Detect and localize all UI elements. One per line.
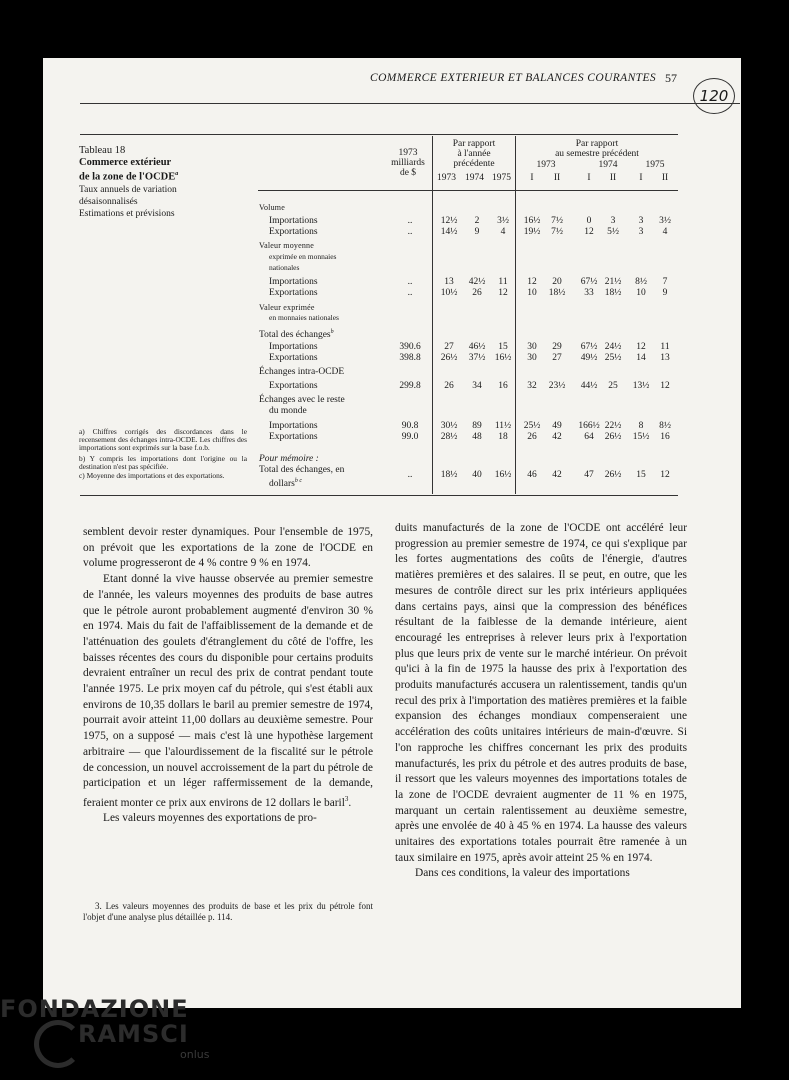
column-header-rule: [258, 190, 678, 191]
half-label: II: [609, 173, 617, 183]
group2-header-2: au semestre précédent: [555, 149, 639, 159]
row-label: Importations: [269, 421, 318, 431]
table-cell: 15: [636, 470, 646, 480]
table-cell: 28½: [440, 432, 458, 442]
section-reste-monde-1: Échanges avec le reste: [259, 395, 345, 405]
table-note-c: c) Moyenne des importations et des exportations.: [79, 471, 225, 480]
table-cell: 18½: [604, 288, 622, 298]
table-cell: 44½: [580, 381, 598, 391]
table-cell: 67½: [580, 277, 598, 287]
table-cell: 26½: [440, 353, 458, 363]
sem-year-1973: 1973: [536, 160, 556, 170]
page-number: 57: [665, 71, 677, 85]
table-cell: 42½: [468, 277, 486, 287]
section-valeur-moyenne-2: exprimée en monnaies: [269, 252, 337, 261]
table-note-b: b) Y compris les importations dont l'origine ou la destination n'est pas spécifiée.: [79, 454, 247, 472]
table-cell: 14½: [440, 227, 458, 237]
table-cell: 7½: [551, 216, 563, 226]
table-cell: 18: [498, 432, 508, 442]
table-cell: 49½: [580, 353, 598, 363]
col-header-dollars: de $: [399, 168, 417, 178]
row-label: Importations: [269, 277, 318, 287]
table-cell: 20: [552, 277, 562, 287]
table-cell: 13½: [632, 381, 650, 391]
table-cell: 30: [527, 353, 537, 363]
table-cell: 18½: [440, 470, 458, 480]
watermark-line2: RAMSCI: [78, 1020, 189, 1048]
table-cell: 19½: [523, 227, 541, 237]
table-cell: 3: [638, 227, 644, 237]
table-cell: 26: [444, 381, 454, 391]
table-cell: 29: [552, 342, 562, 352]
paragraph: Etant donné la vive hausse observée au premier semestre de l'année, les valeurs moyennes des produits de base autres que le pétrole auront probablement augmenté d'environ 30 % en 1974. Mais du fait de l'affaiblissement de la demande et de l'atténuation des goulets d'étranglement du côté de l'offre, les baisses récentes des cours du disponible pour certains produits devraient entraîner un recul des prix de contrat pendant toute l'année 1975. Le prix moyen caf du pétrole, qui s'est établi aux environs de 10,35 dollars le baril au premier semestre de 1974, pourrait avoir atteint 11,00 dollars au deuxième semestre. Pour 1975, on a supposé — mais c'est là une hypothèse largement arbitraire — que l'alourdissement de la fiscalité sur le pétrole de concession, un nouvel accroissement de la part du pétrole de participation et un léger raffermissement de la demande, feraient monter ce prix aux environs de 12 dollars le baril$^3$.: [83, 573, 373, 809]
watermark-line3: onlus: [180, 1048, 210, 1061]
table-cell: 390.6: [399, 342, 421, 352]
table-cell: 0: [586, 216, 592, 226]
table-cell: 40: [472, 470, 482, 480]
table-cell: 26½: [604, 432, 622, 442]
total-dollars-label-1: Total des échanges, en: [259, 465, 345, 475]
group1-header-3: précédente: [453, 159, 495, 169]
table-cell: 12: [660, 381, 670, 391]
watermark-g-logo: [34, 1020, 82, 1068]
row-label: Exportations: [269, 288, 318, 298]
section-pour-memoire: Pour mémoire :: [259, 454, 319, 464]
sem-year-1975: 1975: [645, 160, 665, 170]
table-cell: 299.8: [399, 381, 421, 391]
half-label: II: [661, 173, 669, 183]
table-cell: 15: [498, 342, 508, 352]
year-1975: 1975: [492, 173, 511, 183]
table-cell: 25: [608, 381, 618, 391]
half-label: II: [553, 173, 561, 183]
table-subtitle-1: Taux annuels de variation: [79, 185, 177, 195]
table-cell: 26: [472, 288, 482, 298]
table-cell: 7½: [551, 227, 563, 237]
table-cell: 18½: [548, 288, 566, 298]
half-label: I: [530, 173, 534, 183]
table-subtitle-2: désaisonnalisés: [79, 197, 138, 207]
table-cell: 4: [662, 227, 668, 237]
section-valeur-moyenne-1: Valeur moyenne: [259, 241, 315, 250]
table-cell: 49: [552, 421, 562, 431]
table-cell: 14: [636, 353, 646, 363]
col-header-milliards: milliards: [391, 158, 425, 168]
running-header-title: COMMERCE EXTERIEUR ET BALANCES COURANTES: [370, 72, 657, 84]
table-cell: 15½: [632, 432, 650, 442]
table-cell: 46½: [468, 342, 486, 352]
table-cell: 8½: [659, 421, 671, 431]
table-cell: 42: [552, 470, 562, 480]
table-cell: 30½: [440, 421, 458, 431]
row-label: Exportations: [269, 227, 318, 237]
table-cell: 22½: [604, 421, 622, 431]
section-intra-ocde: Échanges intra-OCDE: [259, 367, 345, 377]
table-subtitle-3: Estimations et prévisions: [79, 209, 175, 219]
table-cell: 5½: [607, 227, 619, 237]
table-cell: 37½: [468, 353, 486, 363]
table-cell: 8½: [635, 277, 647, 287]
table-cell: 27: [552, 353, 562, 363]
table-title-line1: Commerce extérieur: [79, 157, 172, 168]
table-cell: 47: [584, 470, 594, 480]
table-cell: 7: [662, 277, 668, 287]
table-top-rule: [80, 134, 678, 135]
table-title-line2: de la zone de l'OCDE$^a$: [79, 171, 179, 183]
table-cell: 13: [660, 353, 670, 363]
table-cell: 4: [500, 227, 506, 237]
table-cell: 67½: [580, 342, 598, 352]
table-cell: 25½: [523, 421, 541, 431]
document-page: [43, 58, 741, 1008]
table-cell: 11: [660, 342, 670, 352]
right-text-column: [395, 521, 687, 882]
year-1974: 1974: [465, 173, 484, 183]
group1-header-2: à l'année: [457, 149, 491, 159]
table-cell: 3: [638, 216, 644, 226]
table-cell: ..: [407, 277, 413, 287]
half-label: I: [639, 173, 643, 183]
table-cell: 33: [584, 288, 594, 298]
table-cell: ..: [407, 227, 413, 237]
table-cell: ..: [407, 216, 413, 226]
table-cell: 10: [527, 288, 537, 298]
row-label: Exportations: [269, 381, 318, 391]
table-cell: 11: [498, 277, 508, 287]
table-cell: 23½: [548, 381, 566, 391]
table-cell: 48: [472, 432, 482, 442]
left-text-column: [83, 525, 373, 827]
table-cell: 27: [444, 342, 454, 352]
table-cell: 21½: [604, 277, 622, 287]
table-cell: 12: [584, 227, 594, 237]
table-cell: 11½: [494, 421, 512, 431]
table-cell: 3½: [659, 216, 671, 226]
header-rule: [80, 103, 740, 104]
table-cell: 99.0: [401, 432, 419, 442]
table-cell: 2: [474, 216, 480, 226]
table-cell: 32: [527, 381, 537, 391]
table-cell: 12: [527, 277, 537, 287]
table-cell: 10: [636, 288, 646, 298]
table-cell: 89: [472, 421, 482, 431]
table-cell: 26½: [604, 470, 622, 480]
section-valeur-exprimee-1: Valeur exprimée: [259, 303, 315, 312]
table-cell: 16½: [523, 216, 541, 226]
half-label: I: [587, 173, 591, 183]
table-cell: 8: [638, 421, 644, 431]
row-label: Importations: [269, 342, 318, 352]
table-cell: 90.8: [401, 421, 419, 431]
table-number: Tableau 18: [79, 145, 126, 156]
table-cell: ..: [407, 288, 413, 298]
group2-header-1: Par rapport: [575, 139, 619, 149]
table-cell: 9: [474, 227, 480, 237]
paragraph: Dans ces conditions, la valeur des importations: [415, 867, 630, 880]
paragraph: Les valeurs moyennes des exportations de pro-: [103, 812, 317, 825]
table-cell: 166½: [578, 421, 600, 431]
table-cell: ..: [407, 470, 413, 480]
table-cell: 16: [660, 432, 670, 442]
table-note-a: a) Chiffres corrigés des discordances dans le recensement des échanges intra-OCDE. Les chiffres des importations sont exprimés sur la base f.o.b.: [79, 427, 247, 453]
table-cell: 30: [527, 342, 537, 352]
table-cell: 9: [662, 288, 668, 298]
handwritten-archive-number: 120: [693, 78, 735, 114]
table-cell: 42: [552, 432, 562, 442]
year-1973: 1973: [437, 173, 456, 183]
table-cell: 12½: [440, 216, 458, 226]
table-bottom-rule: [80, 495, 678, 496]
col-header-1973: 1973: [398, 148, 418, 158]
table-cell: 3: [610, 216, 616, 226]
table-cell: 24½: [604, 342, 622, 352]
total-dollars-label-2: dollars$^{b c}$: [269, 478, 303, 490]
section-volume: Volume: [259, 203, 285, 212]
watermark-line1: FONDAZIONE: [0, 995, 189, 1023]
section-valeur-moyenne-3: nationales: [269, 263, 300, 272]
table-cell: 16: [498, 381, 508, 391]
table-cell: 398.8: [399, 353, 421, 363]
group1-header-1: Par rapport: [452, 139, 496, 149]
row-label: Exportations: [269, 432, 318, 442]
table-cell: 16½: [494, 353, 512, 363]
table-cell: 16½: [494, 470, 512, 480]
table-cell: 12: [660, 470, 670, 480]
table-cell: 25½: [604, 353, 622, 363]
table-cell: 64: [584, 432, 594, 442]
table-cell: 3½: [497, 216, 509, 226]
table-cell: 12: [498, 288, 508, 298]
table-cell: 34: [472, 381, 482, 391]
footnote-3: 3. Les valeurs moyennes des produits de base et les prix du pétrole font l'objet d'une analyse plus détaillée p. 114.: [83, 901, 373, 922]
section-total-echanges: Total des échanges$^b$: [259, 329, 334, 341]
table-cell: 46: [527, 470, 537, 480]
section-valeur-exprimee-2: en monnaies nationales: [269, 313, 339, 322]
paragraph: duits manufacturés de la zone de l'OCDE ont accéléré leur progression au premier semestre de 1974, ce qui s'explique par les fortes augmentations des coûts de l'énergie, d'autres matières premières et des salaires. Il se peut, en outre, que les mesures de contrôle direct sur les prix intérieurs appliquées dans certains pays, ainsi que la compression des bénéfices résultant de la faiblesse de la demande intérieure, aient encouragé les entreprises à relever leurs prix à l'exportation plus que leurs prix de vente sur le marché intérieur. On prévoit qu'ici à la fin de 1975 la hausse des prix à l'exportation des produits manufacturés accusera un ralentissement, tandis qu'un recul des prix à l'importation des matières premières et la faible expansion des échanges mondiaux compenseraient une accélération des coûts unitaires intérieurs de main-d'œuvre. Si l'on rapproche les chiffres concernant les prix des produits manufacturés, les prix du pétrole et des autres produits de base, il ressort que les valeurs moyennes des importations totales de la zone de l'OCDE devraient augmenter de 11 % en 1975, marquant un certain ralentissement au deuxième semestre, après une envolée de 40 à 45 % en 1974. La hausse des valeurs unitaires des exportations totales pourrait être ramenée à un taux similaire en 1975, après avoir atteint 25 % en 1974.: [395, 522, 687, 864]
table-cell: 10½: [440, 288, 458, 298]
sem-year-1974: 1974: [598, 160, 618, 170]
row-label: Exportations: [269, 353, 318, 363]
table-cell: 26: [527, 432, 537, 442]
section-reste-monde-2: du monde: [269, 406, 307, 416]
table-cell: 12: [636, 342, 646, 352]
row-label: Importations: [269, 216, 318, 226]
paragraph: semblent devoir rester dynamiques. Pour l'ensemble de 1975, on prévoit que les exportations de la zone de l'OCDE en volume progresseront de 4 % contre 9 % en 1974.: [83, 526, 373, 570]
table-cell: 13: [444, 277, 454, 287]
